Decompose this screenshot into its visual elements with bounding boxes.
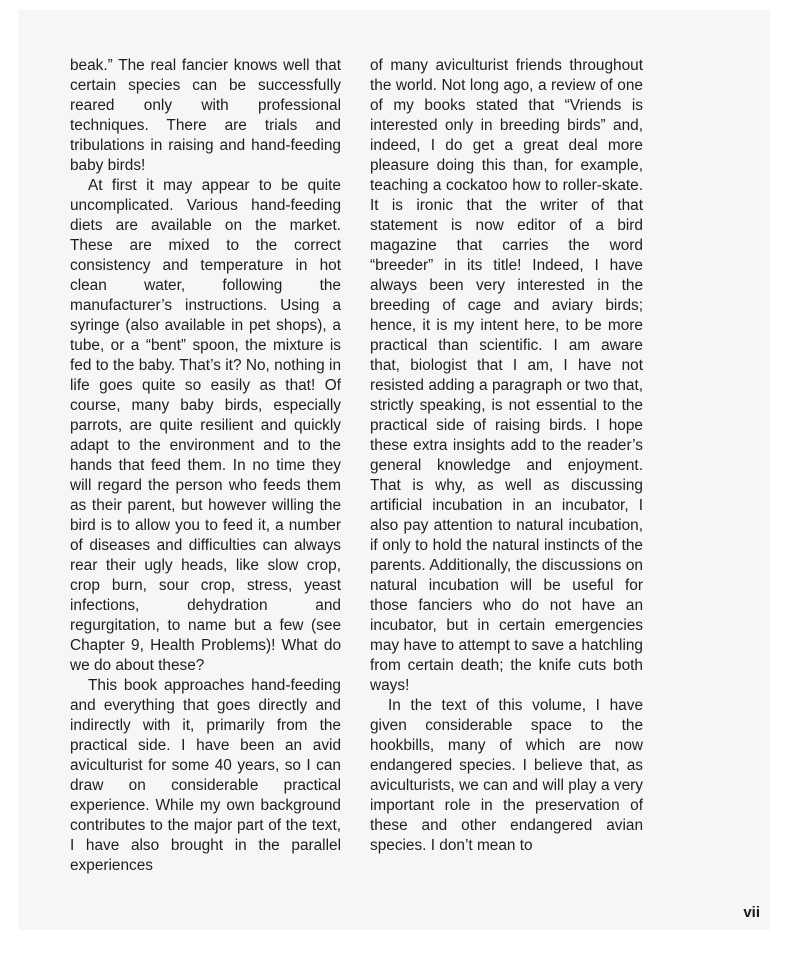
left-text-column — [70, 56, 341, 876]
page-number: vii — [743, 904, 760, 921]
paragraph-continued: beak.” The real fancier knows well that certain species can be successfully reared only with professional techniques. There are trials and tribulations in raising and hand-feeding baby birds! — [70, 57, 341, 174]
paragraph: This book approaches hand-feeding and everything that goes directly and indirectly with it, primarily from the practical side. I have been an avid aviculturist for some 40 years, so I can draw on considerable practical experience. While my own background contributes to the major part of the text, I have also brought in the parallel experiences — [70, 677, 341, 874]
book-page — [18, 10, 770, 930]
right-text-column — [370, 56, 643, 856]
paragraph: At first it may appear to be quite uncomplicated. Various hand-feeding diets are available on the market. These are mixed to the correct consistency and temperature in hot clean water, following the manufacturer’s instructions. Using a syringe (also available in pet shops), a tube, or a “bent” spoon, the mixture is fed to the baby. That’s it? No, nothing in life goes quite so easily as that! Of course, many baby birds, especially parrots, are quite resilient and quickly adapt to the environment and to the hands that feed them. In no time they will regard the person who feeds them as their parent, but however willing the bird is to allow you to feed it, a number of diseases and difficulties can always rear their ugly heads, like slow crop, crop burn, sour crop, stress, yeast infections, dehydration and regurgitation, to name but a few (see Chapter 9, Health Problems)! What do we do about these? — [70, 177, 341, 674]
paragraph: In the text of this volume, I have given considerable space to the hookbills, many of which are now endangered species. I believe that, as aviculturists, we can and will play a very important role in the preservation of these and other endangered avian species. I don’t mean to — [370, 697, 643, 854]
paragraph-continued: of many aviculturist friends throughout the world. Not long ago, a review of one of my books stated that “Vriends is interested only in breeding birds” and, indeed, I do get a great deal more pleasure doing this than, for example, teaching a cockatoo how to roller-skate. It is ironic that the writer of that statement is now editor of a bird magazine that carries the word “breeder” in its title! Indeed, I have always been very interested in the breeding of cage and aviary birds; hence, it is my intent here, to be more practical than scientific. I am aware that, biologist that I am, I have not resisted adding a paragraph or two that, strictly speaking, is not essential to the practical side of raising birds. I hope these extra insights add to the reader’s general knowledge and enjoyment. That is why, as well as discussing artificial incubation in an incubator, I also pay attention to natural incubation, if only to hold the natural instincts of the parents. Additionally, the discussions on natural incubation will be useful for those fanciers who do not have an incubator, but in certain emergencies may have to attempt to save a hatchling from certain death; the knife cuts both ways! — [370, 57, 643, 694]
